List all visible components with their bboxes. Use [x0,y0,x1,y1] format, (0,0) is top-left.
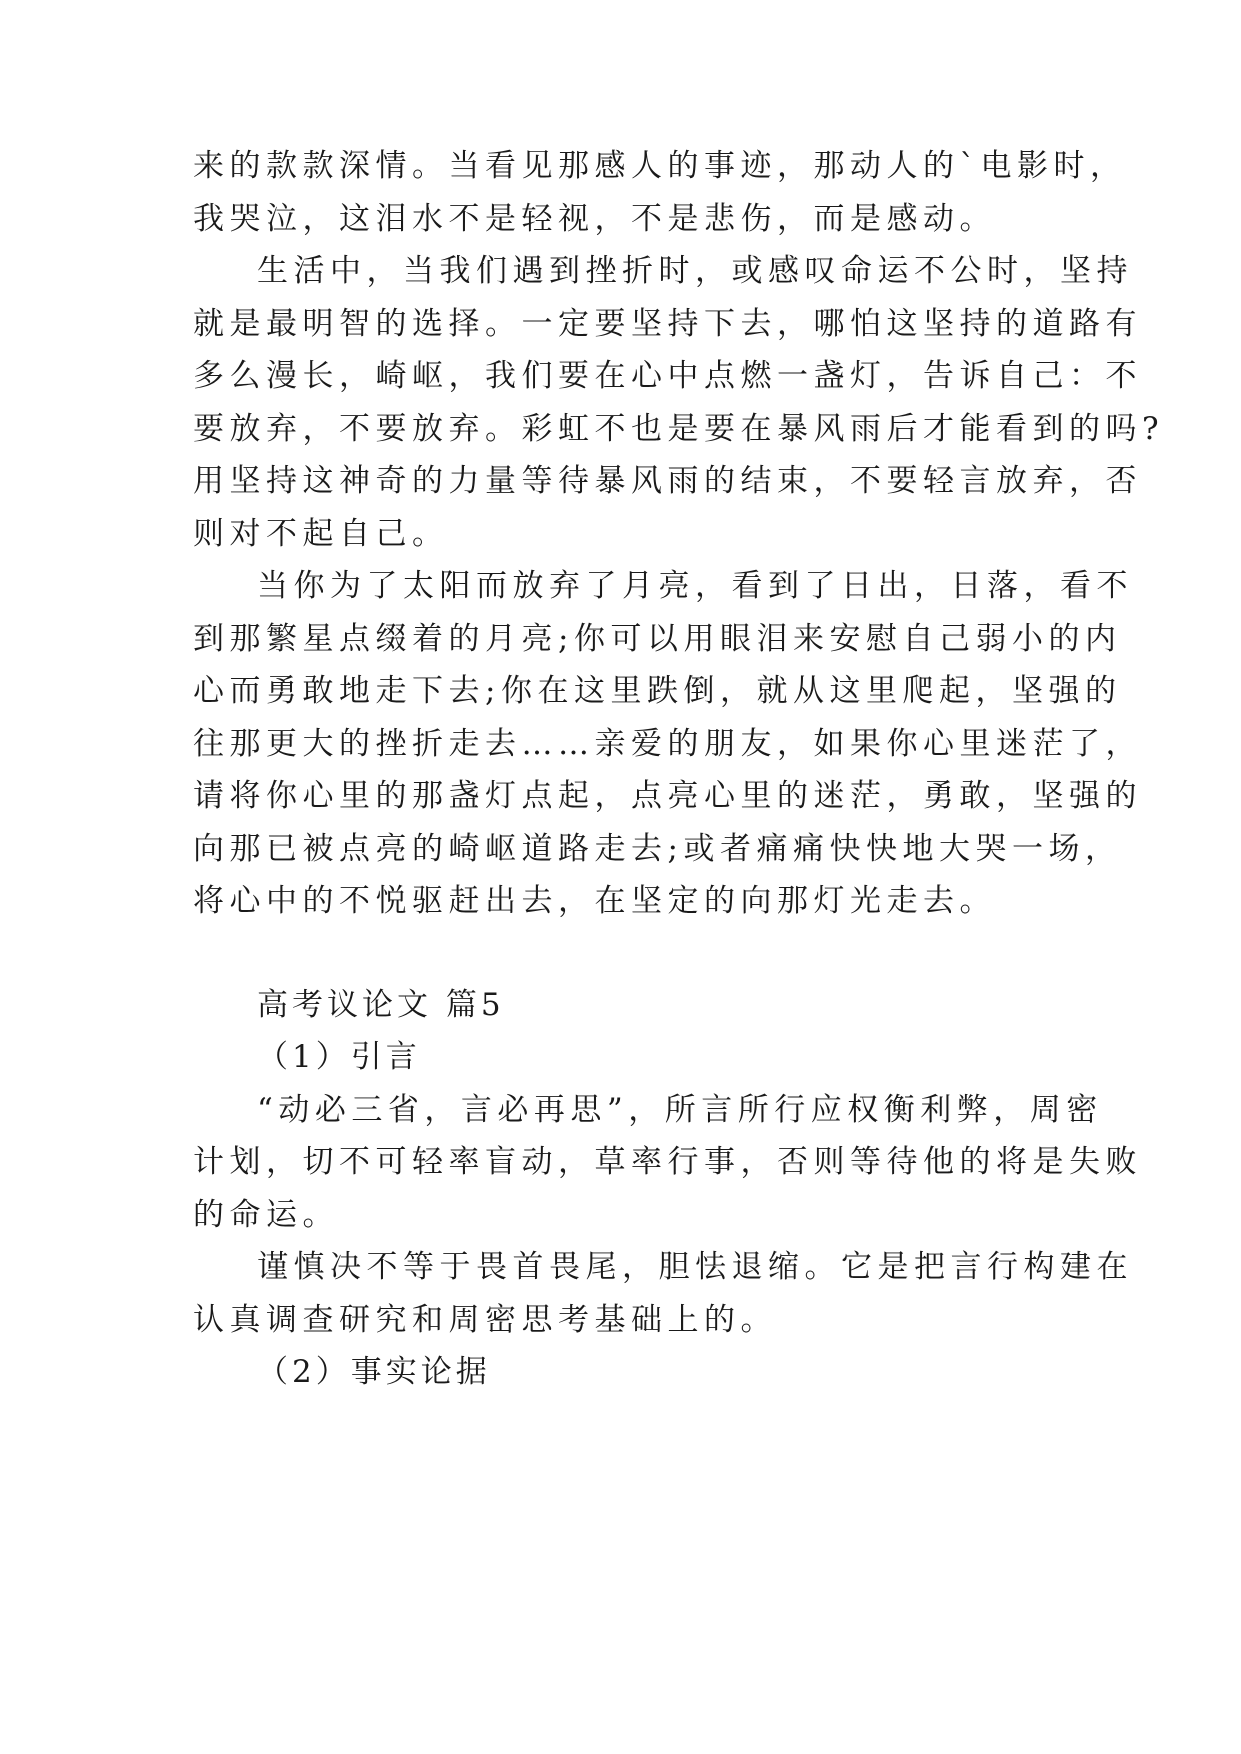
paragraph-line: 当你为了太阳而放弃了月亮，看到了日出，日落，看不 [257,568,1133,604]
subheading: （1）引言 [257,1039,421,1075]
paragraph-line: 来的款款深情。当看见那感人的事迹，那动人的`电影时， [193,148,1127,184]
section-title: 高考议论文 篇5 [257,987,505,1023]
paragraph-line: 要放弃，不要放弃。彩虹不也是要在暴风雨后才能看到的吗? [193,411,1165,447]
paragraph-line: 将心中的不悦驱赶出去，在坚定的向那灯光走去。 [193,883,996,919]
paragraph-line: 向那已被点亮的崎岖道路走去;或者痛痛快快地大哭一场， [193,831,1122,867]
subheading: （2）事实论据 [257,1354,491,1390]
paragraph-line: “动必三省，言必再思”，所言所行应权衡利弊，周密 [257,1092,1103,1128]
paragraph-line: 到那繁星点缀着的月亮;你可以用眼泪来安慰自己弱小的内 [193,621,1122,657]
paragraph-line: 生活中，当我们遇到挫折时，或感叹命运不公时，坚持 [257,253,1133,289]
paragraph-line: 心而勇敢地走下去;你在这里跌倒，就从这里爬起，坚强的 [193,673,1122,709]
paragraph-line: 用坚持这神奇的力量等待暴风雨的结束，不要轻言放弃，否 [193,463,1142,499]
paragraph-line: 计划，切不可轻率盲动，草率行事，否则等待他的将是失败 [193,1144,1142,1180]
paragraph-line: 则对不起自己。 [193,516,449,552]
paragraph-line: 的命运。 [193,1197,339,1233]
paragraph-line: 谨慎决不等于畏首畏尾，胆怯退缩。它是把言行构建在 [257,1249,1133,1285]
paragraph-line: 多么漫长，崎岖，我们要在心中点燃一盏灯，告诉自己：不 [193,358,1142,394]
paragraph-line: 请将你心里的那盏灯点起，点亮心里的迷茫，勇敢，坚强的 [193,778,1142,814]
paragraph-line: 往那更大的挫折走去……亲爱的朋友，如果你心里迷茫了， [193,726,1142,762]
paragraph-line: 就是最明智的选择。一定要坚持下去，哪怕这坚持的道路有 [193,306,1142,342]
paragraph-line: 认真调查研究和周密思考基础上的。 [193,1302,777,1338]
paragraph-line: 我哭泣，这泪水不是轻视，不是悲伤，而是感动。 [193,201,996,237]
